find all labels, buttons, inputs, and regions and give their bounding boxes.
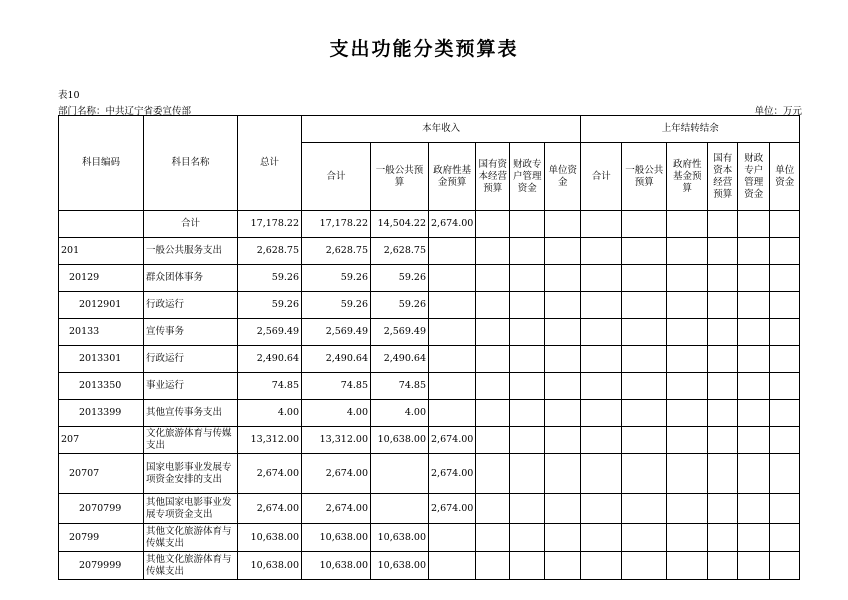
cell-subtotal: 59.26 — [302, 265, 371, 292]
header-c-subtotal: 合计 — [581, 143, 622, 211]
header-name: 科目名称 — [144, 116, 238, 211]
cell-empty — [667, 211, 708, 238]
cell-empty — [738, 319, 770, 346]
cell-empty — [622, 400, 667, 427]
cell-fund — [429, 524, 476, 552]
cell-empty — [510, 524, 545, 552]
cell-code: 2079999 — [59, 552, 144, 580]
cell-empty — [476, 552, 510, 580]
cell-empty — [622, 524, 667, 552]
cell-empty — [476, 373, 510, 400]
cell-empty — [545, 265, 581, 292]
table-body — [59, 211, 800, 580]
cell-empty — [667, 319, 708, 346]
cell-empty — [476, 238, 510, 265]
cell-code: 207 — [59, 427, 144, 454]
header-c-fund: 政府性基金预算 — [667, 143, 708, 211]
cell-empty — [770, 373, 800, 400]
cell-empty — [708, 319, 738, 346]
cell-general: 10,638.00 — [371, 524, 429, 552]
cell-empty — [581, 373, 622, 400]
cell-empty — [667, 427, 708, 454]
cell-empty — [545, 400, 581, 427]
cell-empty — [581, 211, 622, 238]
cell-general — [371, 494, 429, 524]
unit-label: 单位：万元 — [754, 106, 802, 117]
cell-empty — [738, 400, 770, 427]
cell-empty — [738, 238, 770, 265]
cell-empty — [510, 265, 545, 292]
cell-fund: 2,674.00 — [429, 494, 476, 524]
budget-table — [58, 115, 800, 580]
header-c-unit-funds: 单位资金 — [770, 143, 800, 211]
cell-empty — [708, 454, 738, 494]
cell-general: 2,490.64 — [371, 346, 429, 373]
cell-empty — [476, 427, 510, 454]
cell-empty — [581, 524, 622, 552]
cell-empty — [545, 524, 581, 552]
cell-empty — [667, 454, 708, 494]
table-row — [59, 454, 800, 494]
cell-empty — [708, 346, 738, 373]
cell-fund — [429, 373, 476, 400]
cell-name: 其他宣传事务支出 — [144, 400, 238, 427]
cell-empty — [581, 319, 622, 346]
cell-empty — [476, 292, 510, 319]
table-row — [59, 265, 800, 292]
cell-fund: 2,674.00 — [429, 427, 476, 454]
cell-empty — [738, 494, 770, 524]
header-subtotal: 合计 — [302, 143, 371, 211]
header-general: 一般公共预算 — [371, 143, 429, 211]
cell-empty — [770, 319, 800, 346]
cell-empty — [738, 427, 770, 454]
cell-general: 10,638.00 — [371, 552, 429, 580]
cell-subtotal: 2,628.75 — [302, 238, 371, 265]
cell-empty — [476, 211, 510, 238]
header-code: 科目编码 — [59, 116, 144, 211]
cell-subtotal: 2,674.00 — [302, 494, 371, 524]
cell-code: 20799 — [59, 524, 144, 552]
table-row — [59, 373, 800, 400]
cell-code: 20707 — [59, 454, 144, 494]
cell-empty — [708, 373, 738, 400]
table-row — [59, 211, 800, 238]
cell-total: 17,178.22 — [238, 211, 302, 238]
cell-name: 其他国家电影事业发展专项资金支出 — [144, 494, 238, 524]
cell-total: 74.85 — [238, 373, 302, 400]
cell-empty — [545, 292, 581, 319]
cell-empty — [708, 211, 738, 238]
cell-total: 2,628.75 — [238, 238, 302, 265]
cell-subtotal: 2,490.64 — [302, 346, 371, 373]
cell-empty — [581, 238, 622, 265]
cell-code: 2013301 — [59, 346, 144, 373]
cell-empty — [581, 292, 622, 319]
cell-total: 13,312.00 — [238, 427, 302, 454]
cell-empty — [622, 346, 667, 373]
cell-empty — [476, 346, 510, 373]
cell-empty — [738, 454, 770, 494]
header-c-fiscal-special: 财政专户管理资金 — [738, 143, 770, 211]
cell-name: 事业运行 — [144, 373, 238, 400]
cell-general: 10,638.00 — [371, 427, 429, 454]
table-row — [59, 346, 800, 373]
department-name: 部门名称：中共辽宁省委宣传部 — [58, 106, 192, 117]
cell-empty — [510, 238, 545, 265]
cell-empty — [667, 552, 708, 580]
cell-empty — [770, 292, 800, 319]
cell-general: 59.26 — [371, 265, 429, 292]
cell-total: 59.26 — [238, 292, 302, 319]
cell-subtotal: 10,638.00 — [302, 552, 371, 580]
cell-fund — [429, 346, 476, 373]
table-row — [59, 552, 800, 580]
cell-name: 其他文化旅游体育与传媒支出 — [144, 524, 238, 552]
table-row — [59, 319, 800, 346]
header-c-general: 一般公共预算 — [622, 143, 667, 211]
cell-fund: 2,674.00 — [429, 454, 476, 494]
cell-empty — [738, 292, 770, 319]
cell-general: 2,628.75 — [371, 238, 429, 265]
cell-total: 10,638.00 — [238, 552, 302, 580]
cell-empty — [770, 427, 800, 454]
cell-empty — [622, 454, 667, 494]
header-current-year: 本年收入 — [302, 116, 581, 143]
cell-empty — [476, 265, 510, 292]
cell-empty — [510, 552, 545, 580]
cell-empty — [667, 373, 708, 400]
cell-empty — [545, 552, 581, 580]
cell-code: 2013399 — [59, 400, 144, 427]
cell-empty — [581, 427, 622, 454]
table-row — [59, 238, 800, 265]
cell-empty — [545, 427, 581, 454]
cell-empty — [667, 400, 708, 427]
cell-empty — [738, 346, 770, 373]
cell-empty — [545, 494, 581, 524]
cell-empty — [510, 454, 545, 494]
cell-fund — [429, 400, 476, 427]
cell-empty — [708, 292, 738, 319]
cell-empty — [708, 400, 738, 427]
cell-subtotal: 10,638.00 — [302, 524, 371, 552]
cell-empty — [770, 524, 800, 552]
cell-name: 文化旅游体育与传媒支出 — [144, 427, 238, 454]
cell-empty — [581, 346, 622, 373]
cell-empty — [667, 524, 708, 552]
cell-code: 2013350 — [59, 373, 144, 400]
cell-empty — [622, 427, 667, 454]
cell-subtotal: 2,569.49 — [302, 319, 371, 346]
cell-empty — [770, 346, 800, 373]
cell-total: 4.00 — [238, 400, 302, 427]
cell-name: 行政运行 — [144, 346, 238, 373]
cell-empty — [510, 292, 545, 319]
cell-empty — [770, 211, 800, 238]
page-title: 支出功能分类预算表 — [329, 38, 519, 60]
table-row — [59, 524, 800, 552]
cell-name: 群众团体事务 — [144, 265, 238, 292]
cell-empty — [545, 319, 581, 346]
header-total: 总计 — [238, 116, 302, 211]
cell-name: 其他文化旅游体育与传媒支出 — [144, 552, 238, 580]
cell-empty — [545, 211, 581, 238]
cell-empty — [622, 265, 667, 292]
cell-empty — [708, 494, 738, 524]
cell-empty — [770, 552, 800, 580]
header-state-capital: 国有资本经营预算 — [476, 143, 510, 211]
cell-name: 国家电影事业发展专项资金安排的支出 — [144, 454, 238, 494]
cell-general: 74.85 — [371, 373, 429, 400]
cell-fund — [429, 265, 476, 292]
cell-subtotal: 4.00 — [302, 400, 371, 427]
cell-subtotal: 13,312.00 — [302, 427, 371, 454]
cell-empty — [476, 494, 510, 524]
cell-total: 10,638.00 — [238, 524, 302, 552]
cell-empty — [708, 238, 738, 265]
cell-total: 2,490.64 — [238, 346, 302, 373]
cell-empty — [667, 265, 708, 292]
cell-empty — [708, 552, 738, 580]
cell-name: 宣传事务 — [144, 319, 238, 346]
cell-empty — [581, 552, 622, 580]
cell-code: 201 — [59, 238, 144, 265]
cell-code: 20129 — [59, 265, 144, 292]
cell-fund — [429, 552, 476, 580]
cell-name: 行政运行 — [144, 292, 238, 319]
header-carryover: 上年结转结余 — [581, 116, 800, 143]
cell-empty — [622, 211, 667, 238]
cell-empty — [510, 346, 545, 373]
cell-general — [371, 454, 429, 494]
cell-empty — [738, 524, 770, 552]
table-row — [59, 400, 800, 427]
cell-name: 一般公共服务支出 — [144, 238, 238, 265]
cell-empty — [510, 373, 545, 400]
cell-empty — [581, 265, 622, 292]
header-fund: 政府性基金预算 — [429, 143, 476, 211]
cell-empty — [545, 238, 581, 265]
cell-fund — [429, 238, 476, 265]
cell-empty — [476, 524, 510, 552]
cell-empty — [545, 346, 581, 373]
cell-empty — [770, 400, 800, 427]
cell-empty — [510, 211, 545, 238]
cell-fund: 2,674.00 — [429, 211, 476, 238]
cell-empty — [708, 265, 738, 292]
cell-empty — [545, 373, 581, 400]
cell-empty — [738, 211, 770, 238]
cell-subtotal: 2,674.00 — [302, 454, 371, 494]
cell-total: 2,674.00 — [238, 494, 302, 524]
cell-empty — [738, 373, 770, 400]
header-c-state-capital: 国有资本经营预算 — [708, 143, 738, 211]
cell-empty — [667, 238, 708, 265]
cell-code: 2012901 — [59, 292, 144, 319]
cell-empty — [581, 400, 622, 427]
cell-empty — [622, 552, 667, 580]
table-row — [59, 494, 800, 524]
table-row — [59, 427, 800, 454]
cell-empty — [770, 265, 800, 292]
cell-fund — [429, 292, 476, 319]
cell-empty — [770, 238, 800, 265]
cell-empty — [510, 494, 545, 524]
cell-empty — [667, 292, 708, 319]
cell-code — [59, 211, 144, 238]
cell-empty — [622, 373, 667, 400]
cell-empty — [581, 494, 622, 524]
cell-empty — [770, 454, 800, 494]
cell-empty — [510, 400, 545, 427]
cell-code: 2070799 — [59, 494, 144, 524]
cell-general: 14,504.22 — [371, 211, 429, 238]
cell-empty — [708, 524, 738, 552]
cell-total: 2,674.00 — [238, 454, 302, 494]
cell-total: 59.26 — [238, 265, 302, 292]
cell-empty — [510, 319, 545, 346]
cell-subtotal: 17,178.22 — [302, 211, 371, 238]
cell-empty — [622, 319, 667, 346]
cell-general: 59.26 — [371, 292, 429, 319]
cell-empty — [581, 454, 622, 494]
cell-subtotal: 59.26 — [302, 292, 371, 319]
table-number: 表10 — [58, 90, 80, 101]
cell-general: 2,569.49 — [371, 319, 429, 346]
cell-empty — [738, 552, 770, 580]
cell-empty — [476, 454, 510, 494]
cell-empty — [667, 346, 708, 373]
cell-empty — [622, 494, 667, 524]
cell-subtotal: 74.85 — [302, 373, 371, 400]
cell-code: 20133 — [59, 319, 144, 346]
cell-empty — [476, 400, 510, 427]
cell-empty — [545, 454, 581, 494]
cell-name: 合计 — [144, 211, 238, 238]
cell-empty — [476, 319, 510, 346]
cell-empty — [667, 494, 708, 524]
header-fiscal-special: 财政专户管理资金 — [510, 143, 545, 211]
cell-fund — [429, 319, 476, 346]
cell-empty — [510, 427, 545, 454]
cell-empty — [770, 494, 800, 524]
cell-empty — [622, 292, 667, 319]
table-row — [59, 292, 800, 319]
cell-empty — [708, 427, 738, 454]
cell-empty — [738, 265, 770, 292]
cell-empty — [622, 238, 667, 265]
header-unit-funds: 单位资金 — [545, 143, 581, 211]
cell-general: 4.00 — [371, 400, 429, 427]
cell-total: 2,569.49 — [238, 319, 302, 346]
